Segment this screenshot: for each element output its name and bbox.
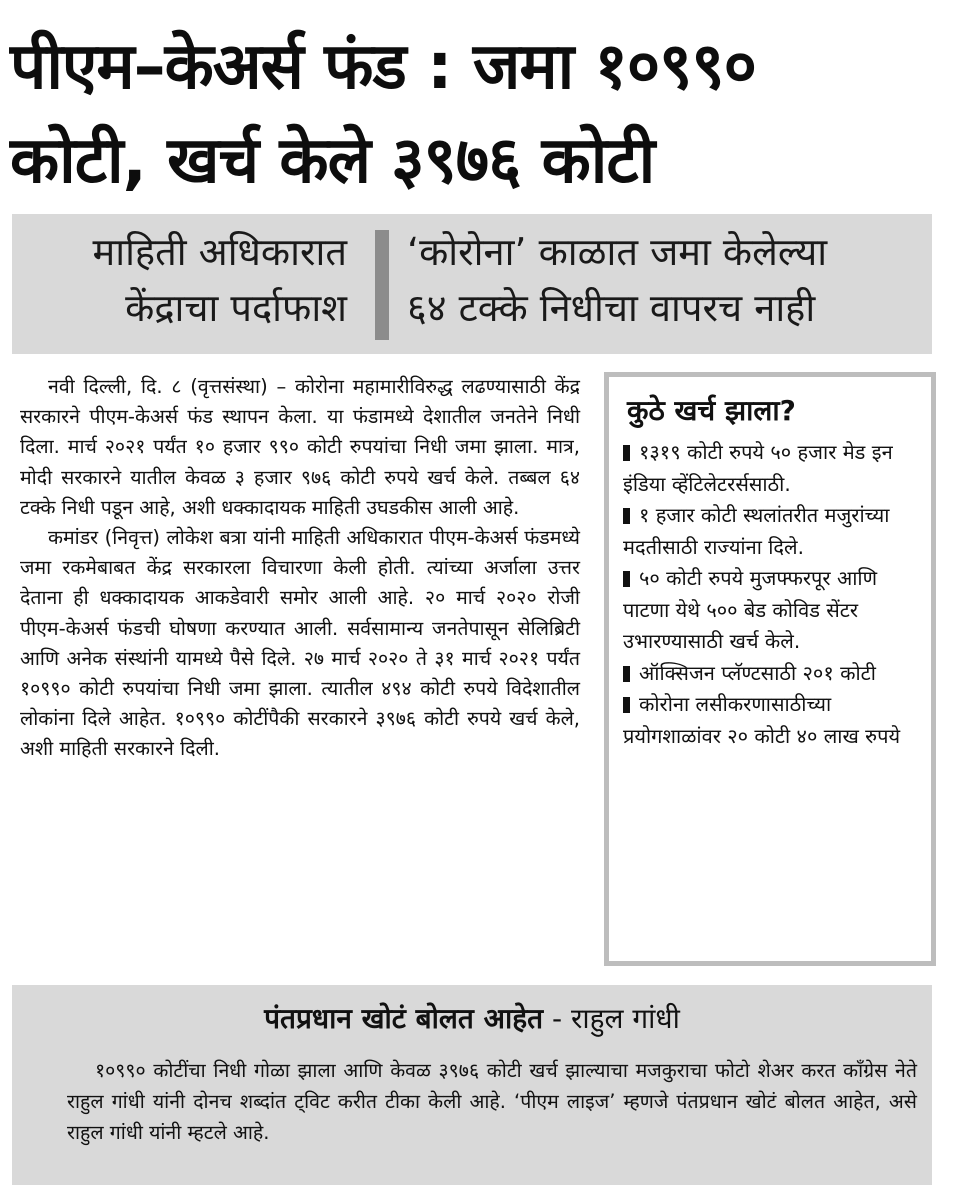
headline-line-1: पीएम–केअर्स फंड : जमा १०९९०: [10, 30, 756, 104]
bullet-icon: [623, 445, 630, 461]
subheadline-right-line-1: ‘कोरोना’ काळात जमा केलेल्या: [407, 230, 828, 274]
bullet-icon: [623, 508, 630, 524]
headline: [10, 20, 968, 208]
sidebar-item: [623, 437, 923, 500]
sidebar-title: कुठे खर्च झाला?: [627, 394, 796, 427]
sidebar-item-text: १३१९ कोटी रुपये ५० हजार मेड इन इंडिया व्हेंटिलेटरर्ससाठी.: [623, 440, 893, 496]
sidebar-item-text: १ हजार कोटी स्थलांतरीत मजुरांच्या मदतीसाठी राज्यांना दिले.: [623, 503, 890, 559]
bottom-box-title: [12, 999, 932, 1037]
sidebar-item: [623, 500, 923, 563]
article-paragraph: कमांडर (निवृत्त) लोकेश बत्रा यांनी माहिती अधिकारात पीएम-केअर्स फंडमध्ये जमा रकमेबाबत केंद्र सरकारला विचारणा केली होती. त्यांच्या अर्जाला उत्तर देताना ही धक्कादायक आकडेवारी समोर आली आहे. २० मार्च २०२० रोजी पीएम-केअर्स फंडची घोषणा करण्यात आली. सर्वसामान्य जनतेपासून सेलिब्रिटी आणि अनेक संस्थांनी यामध्ये पैसे दिले. २७ मार्च २०२० ते ३१ मार्च २०२१ पर्यंत १०९९० कोटी रुपयांचा निधी जमा झाला. त्यातील ४९४ कोटी रुपये विदेशातील लोकांना दिले आहेत. १०९९० कोटींपैकी सरकारने ३९७६ कोटी रुपये खर्च केले, अशी माहिती सरकारने दिली.: [20, 526, 580, 761]
subheadline-box: [12, 214, 932, 354]
subheadline-left-line-1: माहिती अधिकारात: [92, 230, 347, 274]
expenditure-sidebar: [604, 372, 936, 966]
subheadline-right: [407, 224, 927, 336]
sidebar-item: [623, 689, 923, 752]
sidebar-item-text: कोरोना लसीकरणासाठीच्या प्रयोगशाळांवर २० कोटी ४० लाख रुपये: [623, 692, 901, 748]
sidebar-item-text: ५० कोटी रुपये मुजफ्फरपूर आणि पाटणा येथे ५०० बेड कोविड सेंटर उभारण्यासाठी खर्च केले.: [623, 566, 878, 653]
subheadline-left-line-2: केंद्राचा पर्दाफाश: [125, 286, 347, 330]
rahul-gandhi-box: [12, 985, 932, 1185]
sidebar-list: [623, 437, 923, 752]
subheadline-divider: [375, 230, 389, 340]
bullet-icon: [623, 571, 630, 587]
sidebar-item: [623, 563, 923, 658]
article-body: [20, 372, 580, 765]
subheadline-right-line-2: ६४ टक्के निधीचा वापरच नाही: [407, 286, 816, 330]
bottom-title-bold: पंतप्रधान खोटं बोलत आहेत: [264, 1002, 544, 1035]
bottom-paragraph: १०९९० कोटींचा निधी गोळा झाला आणि केवळ ३९७६ कोटी खर्च झाल्याचा मजकुराचा फोटो शेअर करत काँग्रेस नेते राहुल गांधी यांनी दोनच शब्दांत ट्विट करीत टीका केली आहे. ‘पीएम लाइज’ म्हणजे पंतप्रधान खोटं बोलत आहेत, असे राहुल गांधी यांनी म्हटले आहे.: [67, 1059, 917, 1144]
sidebar-item-text: ऑक्सिजन प्लॅण्टसाठी २०१ कोटी: [639, 660, 876, 685]
article-paragraph: नवी दिल्ली, दि. ८ (वृत्तसंस्था) – कोरोना महामारीविरुद्ध लढण्यासाठी केंद्र सरकारने पीएम-केअर्स फंड स्थापन केला. या फंडामध्ये देशातील जनतेने निधी दिला. मार्च २०२१ पर्यंत १० हजार ९९० कोटी रुपयांचा निधी जमा झाला. मात्र, मोदी सरकारने यातील केवळ ३ हजार ९७६ कोटी रुपये खर्च केले. तब्बल ६४ टक्के निधी पडून आहे, अशी धक्कादायक माहिती उघडकीस आली आहे.: [20, 375, 580, 519]
sidebar-item: [623, 658, 923, 690]
headline-line-2: कोटी, खर्च केले ३९७६ कोटी: [10, 124, 655, 198]
bullet-icon: [623, 666, 630, 682]
bottom-title-attribution: - राहुल गांधी: [543, 1002, 680, 1035]
bottom-box-text: [67, 1055, 917, 1148]
bullet-icon: [623, 697, 630, 713]
subheadline-left: [12, 224, 347, 336]
